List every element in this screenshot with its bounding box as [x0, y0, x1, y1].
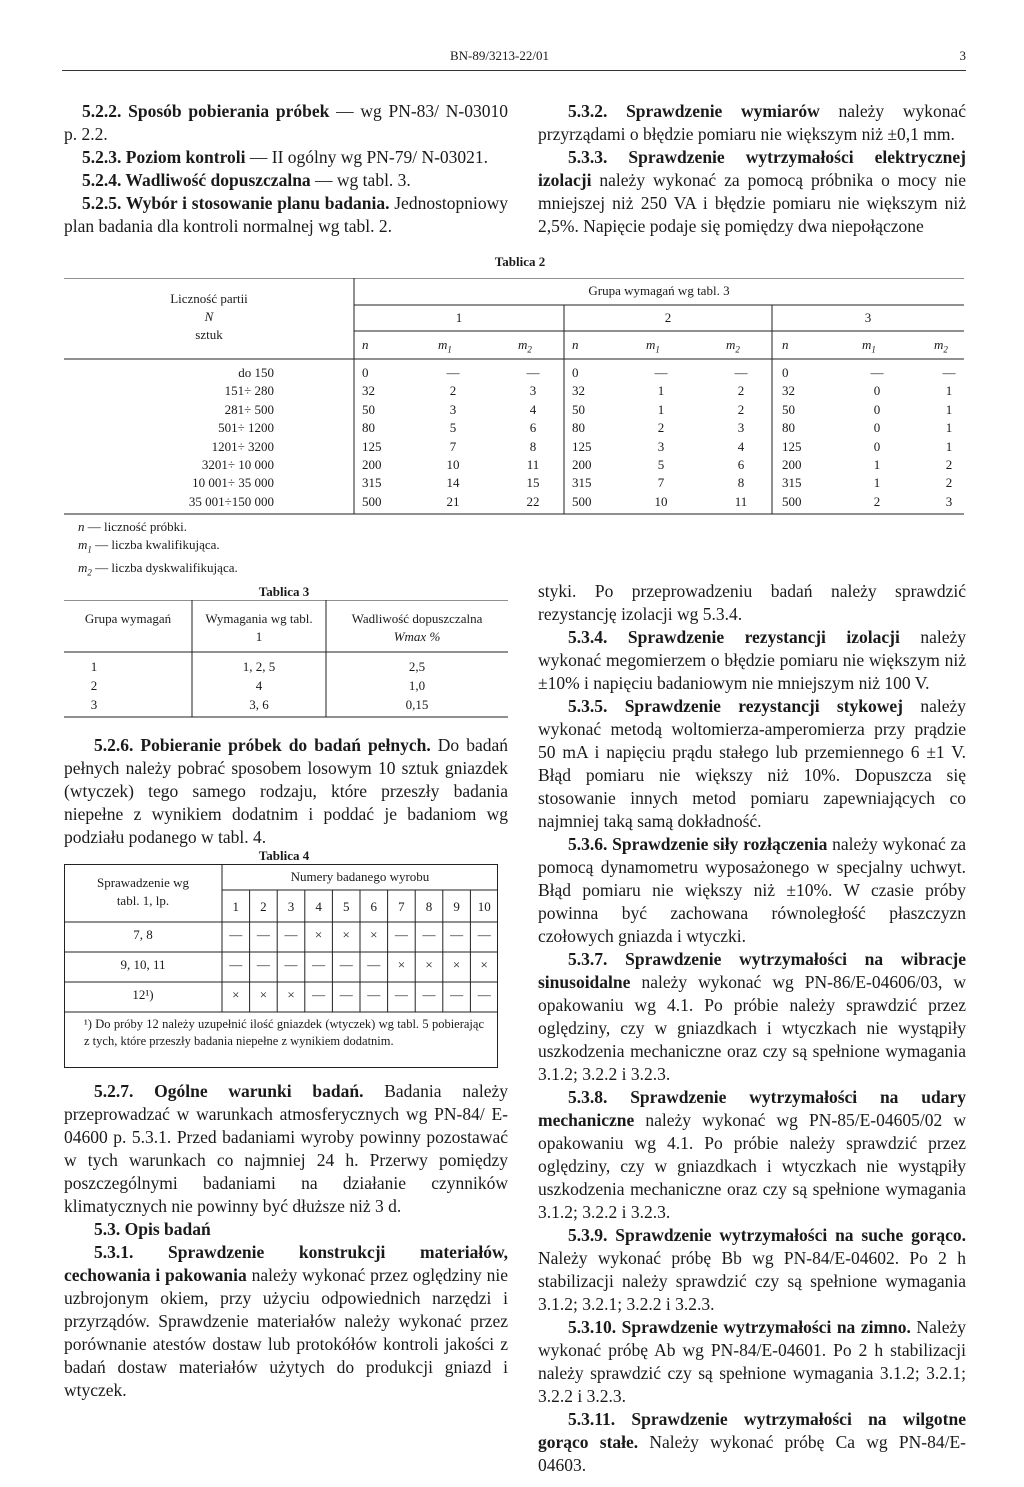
table2-cell: 50 — [572, 401, 585, 417]
table3-cell: 3, 6 — [249, 697, 269, 712]
paragraph-5-3-10: 5.3.10. Sprawdzenie wytrzymałości na zimno. Należy wykonać próbę Ab wg PN-84/E-04601. Po 2 h stabilizacji należy sprawdzić czy są spełnione wymagania 3.1.2; 3.2.1; 3.2.2 i 3.2.3. — [538, 1317, 966, 1406]
table2-cell: 11 — [526, 457, 540, 472]
table4-cell: — — [367, 957, 381, 972]
table3-cell: 2,5 — [408, 659, 426, 674]
paragraph-5-2-3: 5.2.3. Poziom kontroli — II ogólny wg PN-79/ N-03021. — [82, 147, 489, 167]
table2-cell: 200 — [362, 457, 382, 472]
table4-row-label: 9, 10, 11 — [120, 957, 166, 972]
table3-cell: 1, 2, 5 — [242, 659, 276, 674]
table4-body — [64, 864, 498, 1012]
table2-cell: 7 — [449, 438, 457, 454]
table4-cell: — — [256, 927, 270, 942]
table2-cell: — — [942, 365, 956, 380]
subhead-n-3: n — [782, 337, 789, 352]
table2-cell: 4 — [529, 401, 537, 417]
table2-caption: Tablica 2 — [494, 254, 546, 269]
table2-cell: — — [446, 365, 460, 380]
paragraph-5-2-7: 5.2.7. Ogólne warunki badań. Badania należy przeprowadzać w warunkach atmosferycznych wg PN-84/ E-04600 p. 5.3.1. Przed badaniami wyroby powinny pozostawać w tych warunkach co najmniej 24 h. Przerwy pomiędzy poszczególnymi badaniami na działanie czynników klimatycznych nie powinny być dłuższe niż 3 d. — [64, 1081, 508, 1216]
table2-cell: 200 — [572, 457, 592, 472]
paragraph-5-2-2: 5.2.2. Sposób pobierania próbek — wg PN-83/ N-03010 p. 2.2. — [64, 101, 508, 144]
table4-cell: — — [312, 957, 326, 972]
table2-cell: 1 — [945, 401, 953, 417]
paragraph-5-2-5: 5.2.5. Wybór i stosowanie planu badania. Jednostopniowy plan badania dla kontroli normalnej wg tabl. 2. — [64, 193, 508, 236]
right-column-top — [538, 100, 966, 238]
table2-cell: 3 — [945, 493, 953, 509]
subhead-m1-1: $m_1$ — [438, 337, 452, 355]
table2-lot-header — [64, 290, 354, 344]
subhead-m2-3: $m_2$ — [934, 337, 948, 355]
table2-legend — [78, 518, 398, 581]
subhead-m1-2: $m_1$ — [646, 337, 660, 355]
paragraph-5-3-6: 5.3.6. Sprawdzenie siły rozłączenia należy wykonać za pomocą dynamometru wyposażonego w specjalny uchwyt. Błąd pomiaru nie większy niż ±10%. W czasie próby powinna być zachowana równoległość płaszczyzn czołowych gniazda i wtyczki. — [538, 834, 967, 946]
table2-cell: 6 — [529, 420, 537, 436]
table2-lot-cell: 1201÷ 3200 — [211, 438, 274, 454]
table2-row — [64, 382, 964, 400]
table2-cell: 2 — [945, 475, 953, 491]
table2-cell: 3 — [529, 383, 537, 399]
page-header — [62, 48, 966, 68]
table2-cell: 6 — [737, 457, 745, 472]
table2 — [64, 278, 964, 516]
table2-cell: 11 — [734, 493, 748, 509]
left-column-top — [64, 100, 508, 238]
group-1-label: 1 — [455, 310, 463, 325]
table2-cell: — — [526, 365, 540, 380]
table4-cell: × — [452, 957, 461, 972]
table4-cell: × — [480, 957, 488, 972]
legend-m1: $m_1$ — liczba kwalifikująca. — [78, 537, 220, 555]
table2-cell: 2 — [657, 420, 665, 436]
table2-cell: 125 — [782, 438, 802, 454]
table2-cell: 80 — [782, 420, 795, 436]
table2-cell: 32 — [782, 383, 795, 399]
right-column-bottom — [538, 580, 966, 1477]
table4-cell: × — [425, 957, 433, 972]
table4 — [64, 864, 498, 1068]
table4-number-cell: 9 — [453, 899, 460, 914]
lot-header-line2: N — [204, 309, 214, 324]
paragraph-5-3-7: 5.3.7. Sprawdzenie wytrzymałości na wibracje sinusoidalne należy wykonać wg PN-86/E-04606/03, w opakowaniu wg 4.1. Po próbie należy sprawdzić przez oględziny, czy w gniazdkach i wtyczkach nie wystąpiły uszkodzenia mechaniczne oraz czy są spełnione wymagania 3.1.2; 3.2.2 i 3.2.3. — [538, 949, 966, 1084]
paragraph-5-3-3: 5.3.3. Sprawdzenie wytrzymałości elektrycznej izolacji należy wykonać za pomocą próbnika o mocy nie mniejszej niż 250 VA i błędzie pomiaru nie większym niż 2,5%. Napięcie podaje się pomiędzy dwa niepołączone — [538, 147, 966, 236]
table4-cell: × — [397, 957, 406, 972]
table4-cell: — — [422, 927, 436, 942]
table4-row-label: 12¹) — [132, 987, 154, 1002]
table2-cell: 32 — [572, 383, 585, 399]
legend-m2: $m_2$ — liczba dyskwalifikująca. — [78, 559, 238, 578]
table2-cell: 0 — [873, 401, 881, 417]
table4-number-cell: 4 — [315, 899, 322, 914]
table4-cell: — — [284, 927, 298, 942]
table2-cell: 1 — [945, 438, 953, 454]
table2-lot-cell: do 150 — [238, 365, 274, 380]
table2-cell: 315 — [782, 475, 802, 491]
paragraph-5-3-1: 5.3.1. Sprawdzenie konstrukcji materiałów, cechowania i pakowania należy wykonać przez oględziny nie uzbrojonym okiem, przy użyciu odpowiednich narzędzi i przyrządów. Sprawdzenie materiałów należy wykonać przez porównanie atestów dostaw lub protokółów kontroli jakości z badań dostaw materiałów użytych do produkcji gniazd i wtyczek. — [64, 1242, 509, 1400]
table2-cell: 500 — [572, 493, 592, 509]
legend-n: n — liczność próbki. — [78, 519, 188, 534]
table4-number-cell: 1 — [232, 899, 240, 914]
table4-cell: — — [450, 927, 464, 942]
subhead-m2-1: $m_2$ — [518, 337, 532, 355]
table2-cell: 2 — [737, 383, 745, 399]
table3-cell: 0,15 — [405, 697, 429, 712]
table2-row — [64, 456, 964, 474]
table3-head-defect-line1: Wadliwość dopuszczalna — [351, 611, 483, 626]
table2-cell: 50 — [782, 401, 795, 417]
table2-row — [64, 493, 964, 511]
table2-cell: 10 — [446, 457, 460, 472]
table2-cell: — — [654, 365, 668, 380]
table3-head-group: Grupa wymagań — [84, 611, 172, 626]
paragraph-5-2-6-block — [64, 734, 508, 849]
table4-cell: — — [422, 987, 436, 1002]
table2-row — [64, 474, 964, 492]
table4-number-cell: 6 — [370, 899, 378, 914]
table4-cell: — — [284, 957, 298, 972]
paragraph-5-2-6: 5.2.6. Pobieranie próbek do badań pełnych. Do badań pełnych należy pobrać sposobem losowym 10 sztuk gniazdek (wtyczek) tego samego rodzaju, które przeszły badania niepełne z wynikiem dodatnim i poddać je badaniom wg podziału podanego w tabl. 4. — [64, 735, 508, 847]
table4-cell: × — [259, 987, 268, 1002]
table3 — [64, 600, 508, 718]
table2-cell: 2 — [873, 493, 881, 509]
table4-cell: — — [339, 987, 353, 1002]
subhead-n-1: n — [362, 337, 369, 352]
table3-head-defect — [326, 610, 508, 646]
table2-cell: 7 — [657, 475, 665, 491]
table2-cell: 500 — [782, 493, 802, 509]
table4-cell: — — [229, 927, 243, 942]
table2-row — [64, 438, 964, 456]
header-rule — [62, 70, 966, 71]
table3-row — [64, 696, 508, 714]
table2-cell: 1 — [945, 383, 953, 399]
paragraph-5-3-4: 5.3.4. Sprawdzenie rezystancji izolacji należy wykonać megomierzem o błędzie pomiaru nie większym niż ±10% i napięciu badaniowym nie mniejszym niż 100 V. — [538, 627, 966, 693]
table4-number-cell: 3 — [287, 899, 295, 914]
table4-cell: — — [477, 927, 491, 942]
table4-cell: — — [339, 957, 353, 972]
table4-footnote: ¹) Do próby 12 należy uzupełnić ilość gniazdek (wtyczek) wg tabl. 5 pobierając z tych, które przeszły badania niepełne z wynikiem dodatnim. — [84, 1017, 484, 1048]
subhead-n-2: n — [572, 337, 579, 352]
table4-cell: — — [394, 987, 408, 1002]
table3-head-defect-line2: Wmax % — [393, 629, 441, 644]
table2-cell: 1 — [873, 475, 881, 491]
table2-cell: 8 — [737, 475, 745, 491]
table2-cell: — — [734, 365, 748, 380]
document-code: BN-89/3213-22/01 — [450, 48, 549, 63]
table2-cell: 125 — [572, 438, 592, 454]
table2-lot-cell: 281÷ 500 — [224, 401, 274, 417]
table2-cell: 315 — [572, 475, 592, 491]
table2-cell: 50 — [362, 401, 375, 417]
table2-cell: 1 — [873, 457, 881, 472]
table4-number-cell: 8 — [425, 899, 433, 914]
table2-lot-cell: 10 001÷ 35 000 — [192, 475, 274, 491]
table3-cell: 3 — [90, 697, 98, 712]
table2-group-header: Grupa wymagań wg tabl. 3 — [588, 283, 730, 298]
table2-cell: 14 — [446, 475, 460, 491]
paragraph-5-2-4: 5.2.4. Wadliwość dopuszczalna — wg tabl. 3. — [82, 170, 411, 190]
table2-cell: 32 — [362, 383, 375, 399]
table4-cell: — — [312, 987, 326, 1002]
paragraph-5-3-11: 5.3.11. Sprawdzenie wytrzymałości na wilgotne gorąco stałe. Należy wykonać próbę Ca wg PN-84/E-04603. — [538, 1409, 966, 1475]
table3-caption: Tablica 3 — [258, 584, 310, 599]
table4-number-cell: 7 — [398, 899, 405, 914]
table2-cell: 5 — [657, 457, 665, 472]
group-2-label: 2 — [664, 310, 672, 325]
table2-cell: 0 — [782, 365, 789, 380]
table4-head-left: Sprawadzenie wg tabl. 1, lp. — [96, 875, 190, 908]
table2-cell: 2 — [449, 383, 457, 399]
lot-header-line1: Liczność partii — [170, 291, 248, 306]
table2-cell: 3 — [737, 420, 745, 436]
table3-cell: 2 — [90, 678, 98, 693]
table2-cell: 1 — [657, 383, 665, 399]
table4-cell: — — [256, 957, 270, 972]
table4-cell: — — [477, 987, 491, 1002]
table2-cell: 200 — [782, 457, 802, 472]
table4-head-right: Numery badanego wyrobu — [290, 869, 430, 884]
table2-cell: 80 — [572, 420, 585, 436]
table2-cell: — — [870, 365, 884, 380]
paragraph-styki-cont: styki. Po przeprowadzeniu badań należy sprawdzić rezystancję izolacji wg 5.3.4. — [538, 581, 966, 624]
group-3-label: 3 — [864, 310, 872, 325]
table3-row — [64, 658, 508, 676]
table3-head-requirements: Wymagania wg tabl. 1 — [205, 611, 313, 644]
table2-cell: 21 — [446, 493, 460, 509]
table2-cell: 22 — [526, 493, 540, 509]
heading-5-3: 5.3. Opis badań — [94, 1219, 211, 1239]
table3-cell: 1,0 — [408, 678, 426, 693]
table2-cell: 2 — [945, 457, 953, 472]
table2-cell: 315 — [362, 475, 382, 491]
table4-number-cell: 5 — [342, 899, 350, 914]
table2-cell: 0 — [362, 365, 369, 380]
table2-row — [64, 364, 964, 382]
table2-cell: 5 — [449, 420, 457, 436]
table2-cell: 4 — [737, 438, 745, 454]
table2-lot-cell: 3201÷ 10 000 — [201, 457, 274, 472]
table2-cell: 0 — [572, 365, 579, 380]
table4-cell: × — [314, 927, 323, 942]
left-column-bottom — [64, 1080, 508, 1402]
table4-cell: — — [394, 927, 408, 942]
table2-cell: 15 — [526, 475, 540, 491]
table2-cell: 0 — [873, 438, 881, 454]
table2-cell: 500 — [362, 493, 382, 509]
table2-cell: 3 — [657, 438, 665, 454]
table2-row — [64, 401, 964, 419]
page-number: 3 — [959, 48, 966, 63]
table2-cell: 80 — [362, 420, 375, 436]
table4-row-label: 7, 8 — [133, 927, 153, 942]
table4-cell: × — [287, 987, 295, 1002]
table4-cell: × — [232, 987, 240, 1002]
table2-cell: 8 — [529, 438, 537, 454]
table2-row — [64, 419, 964, 437]
paragraph-5-3-5: 5.3.5. Sprawdzenie rezystancji stykowej należy wykonać metodą woltomierza-amperomierza przy prądzie 50 mA i napięciu prądu stałego lub przemiennego 6 ±1 V. Błąd pomiaru nie większy niż 10%. Dopuszcza się stosowanie innych metod pomiaru zapewniających co najmniej taką samą dokładność. — [538, 696, 966, 831]
table4-cell: — — [229, 957, 243, 972]
table4-number-cell: 10 — [477, 899, 491, 914]
table2-lot-cell: 35 001÷150 000 — [188, 493, 274, 509]
table2-cell: 0 — [873, 383, 881, 399]
paragraph-5-3-2: 5.3.2. Sprawdzenie wymiarów należy wykonać przyrządami o błędzie pomiaru nie większym niż ±0,1 mm. — [538, 101, 967, 144]
paragraph-5-3-8: 5.3.8. Sprawdzenie wytrzymałości na udary mechaniczne należy wykonać wg PN-85/E-04605/02 w opakowaniu wg 4.1. Po próbie należy sprawdzić przez oględziny, czy w gniazdkach i wtyczkach nie wystąpiły uszkodzenia mechaniczne oraz czy są spełnione wymagania 3.1.2; 3.2.2 i 3.2.3. — [538, 1087, 966, 1222]
paragraph-5-3-9: 5.3.9. Sprawdzenie wytrzymałości na suche gorąco. Należy wykonać próbę Bb wg PN-84/E-04602. Po 2 h stabilizacji należy sprawdzić czy są spełnione wymagania 3.1.2; 3.2.1; 3.2.2 i 3.2.3. — [538, 1225, 966, 1314]
table4-cell: × — [370, 927, 378, 942]
table4-caption: Tablica 4 — [258, 848, 310, 863]
table2-cell: 125 — [362, 438, 382, 454]
table4-cell: × — [342, 927, 350, 942]
table4-number-cell: 2 — [260, 899, 267, 914]
table2-lot-cell: 501÷ 1200 — [218, 420, 274, 436]
table2-cell: 10 — [654, 493, 668, 509]
table4-cell: — — [450, 987, 464, 1002]
table2-lot-cell: 151÷ 280 — [224, 383, 274, 399]
subhead-m1-3: $m_1$ — [862, 337, 876, 355]
table3-row — [64, 677, 508, 695]
table4-cell: — — [367, 987, 381, 1002]
table2-cell: 0 — [873, 420, 881, 436]
table2-cell: 3 — [449, 401, 457, 417]
table3-cell: 1 — [90, 659, 98, 674]
table2-subheads — [354, 336, 964, 356]
table2-cell: 2 — [737, 401, 745, 417]
table3-cell: 4 — [255, 678, 263, 693]
table2-cell: 1 — [945, 420, 953, 436]
lot-header-line3: sztuk — [195, 327, 223, 342]
subhead-m2-2: $m_2$ — [726, 337, 740, 355]
table2-cell: 1 — [657, 401, 665, 417]
